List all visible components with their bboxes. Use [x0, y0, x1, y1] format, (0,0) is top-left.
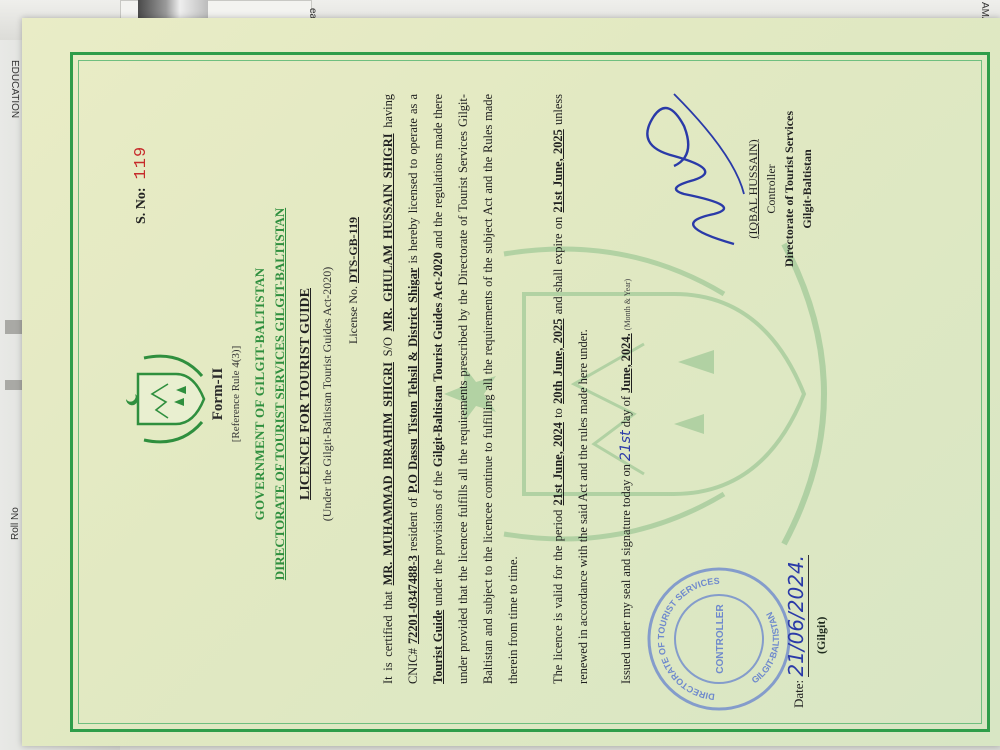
certificate-content	[84, 64, 984, 724]
certification-paragraph: It is certified that MR. MUHAMMAD IBRAHIM SHIGRI S/O MR. GHULAM HUSSAIN SHIGRI having CNIC# 72201-0347488-3 resident of P.O Dassu Tiston Tehsil & District Shigar is hereby licensed to operate as a Tourist Guide under the provisions of the Gilgit-Baltistan Tourist Guides Act-2020 and the regulations made there under provided that the licencee fulfills all the requirements prescribed by the Directorate of Tourist Services Gilgit-Baltistan and subject to the licencee continue to fulfilling all the requirements of the subject Act and the Rules made therein from time to time.	[381, 93, 520, 684]
signatory-region: Gilgit-Baltistan	[800, 149, 814, 229]
holder-address: P.O Dassu Tiston Tehsil & District Shigar	[406, 267, 420, 494]
place-of-issue: (Gilgit)	[814, 616, 828, 654]
svg-text:GILGIT-BALTISTAN	[750, 610, 781, 685]
issue-paragraph: Issued under my seal and signature today on 21st day of June, 2024. (Month & Year)	[618, 278, 634, 684]
act-subtitle: (Under the Gilgit-Baltistan Tourist Guides Act-2020)	[320, 266, 334, 522]
signatory-office: Directorate of Tourist Services	[782, 110, 796, 268]
date-block	[784, 468, 808, 708]
signature-icon	[644, 84, 754, 254]
reference-rule: [Reference Rule 4(3)]	[230, 345, 242, 443]
issue-month-year: June, 2024.	[619, 333, 633, 393]
valid-to: 20th June, 2025	[551, 318, 565, 404]
license-number-value: DTS-GB-119	[346, 217, 360, 284]
licence-certificate	[22, 18, 1000, 746]
gb-emblem-icon	[124, 344, 208, 454]
serial-value: 119	[132, 145, 151, 180]
holder-name: MR. MUHAMMAD IBRAHIM SHIGRI	[381, 362, 395, 586]
form-title: Form-II	[210, 367, 226, 421]
background-side-text: EDUCATION	[9, 60, 20, 119]
month-hint: (Month & Year)	[623, 278, 632, 331]
signatory-name: (IQBAL HUSSAIN)	[746, 139, 760, 239]
act-name: Gilgit-Baltistan Tourist Guides Act-2020	[431, 252, 445, 468]
father-name: MR. GHULAM HUSSAIN SHIGRI	[381, 133, 395, 332]
official-seal-icon	[644, 564, 794, 714]
date-value: 21/06/2024.	[784, 554, 808, 677]
signatory-title: Controller	[764, 164, 778, 214]
signatory-block	[744, 84, 816, 294]
license-number-label: License No.	[346, 286, 360, 344]
issue-day: 21st	[618, 430, 634, 462]
cnic-number: 72201-0347488-3	[406, 555, 420, 645]
valid-from: 21st June, 2024	[551, 422, 565, 506]
seal-bottom-text: GILGIT-BALTISTAN	[749, 610, 782, 686]
serial-number	[132, 146, 151, 224]
seal-center-text: CONTROLLER	[715, 604, 726, 674]
expiry-date: 21st June, 2025	[551, 129, 565, 213]
government-heading: GOVERNMENT OF GILGIT-BALTISTAN	[252, 267, 267, 521]
serial-label: S. No:	[134, 187, 149, 224]
certificate-rotated-area	[84, 64, 984, 724]
date-label: Date:	[791, 679, 806, 708]
validity-paragraph: The licence is valid for the period 21st June, 2024 to 20th June, 2025 and shall expire on 21st June, 2025 unless renewed in accordance with the said Act and the rules made here under.	[551, 93, 590, 684]
seal-top-text: DIRECTORATE OF TOURIST SERVICES	[655, 575, 720, 702]
directorate-heading: DIRECTORATE OF TOURIST SERVICES GILGIT-BALTISTAN	[272, 207, 287, 581]
licence-role: Tourist Guide	[431, 609, 445, 684]
licence-title: LICENCE FOR TOURIST GUIDE	[298, 288, 313, 501]
background-roll-no: Roll No	[10, 507, 21, 540]
license-number	[346, 217, 361, 344]
